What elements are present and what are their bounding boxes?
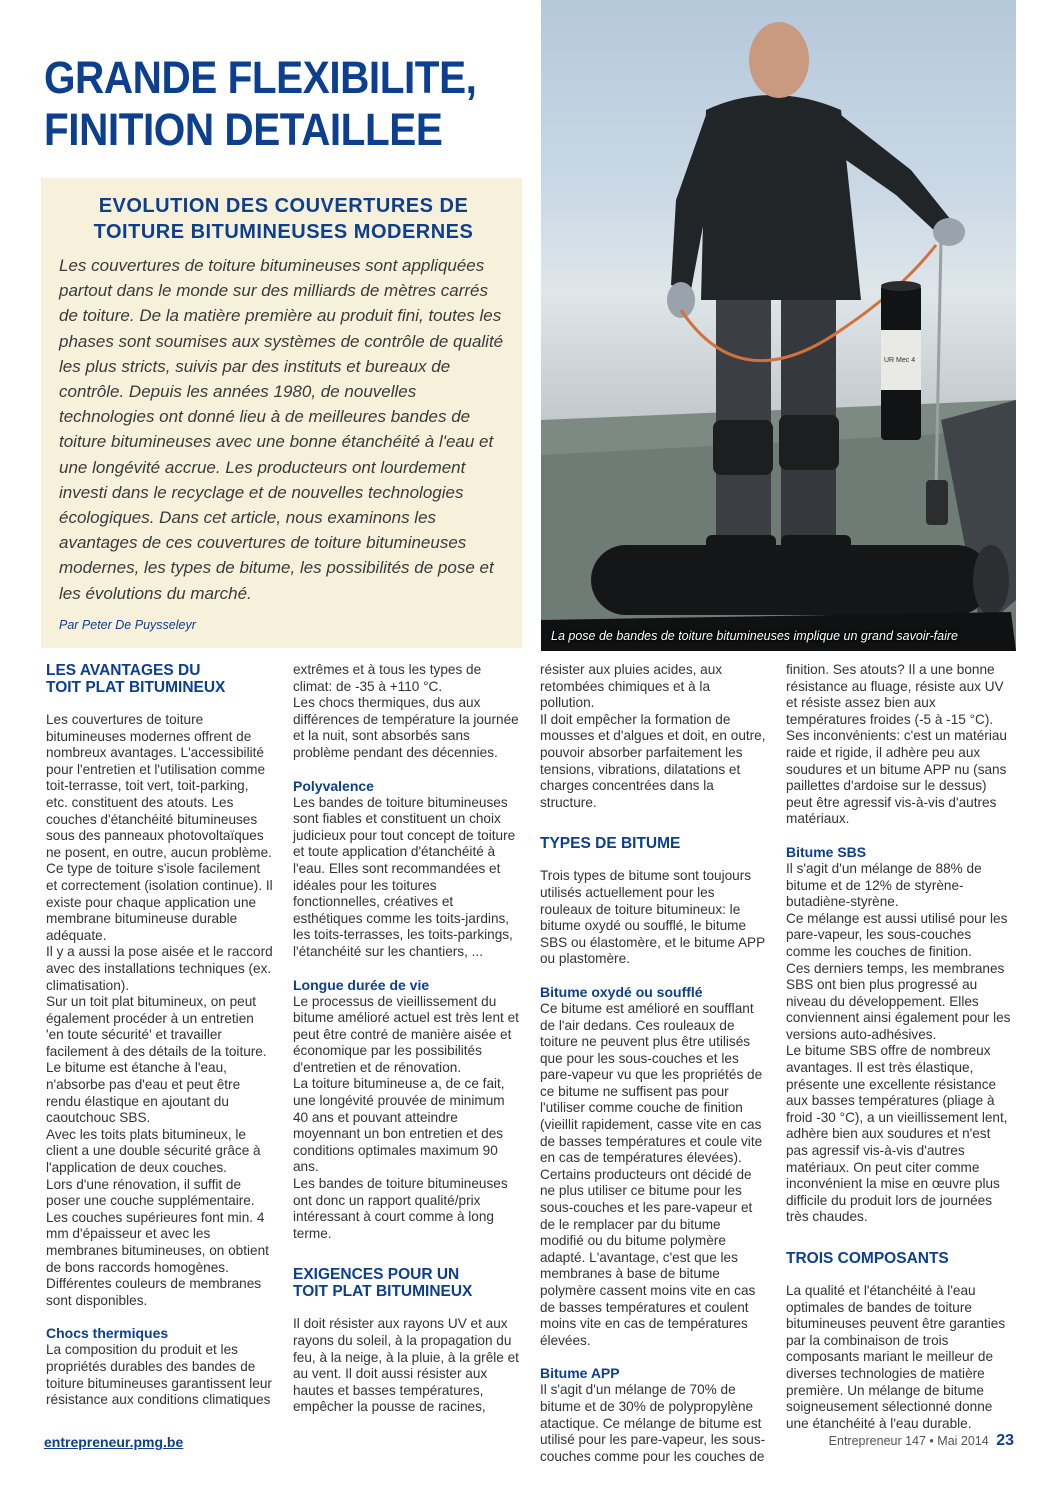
paragraph: Le bitume SBS offre de nombreux avantages. Il est très élastique, présente une excellente résistance aux basses températures (pliage à froid -30 °C), a un vieillissement lent, adhère bien aux soudures et n'est pas agressif vis-à-vis d'autres matériaux. On peut citer comme inconvénient la mise en œuvre plus difficile du produit lors de journées très chaudes. xyxy=(786,1043,1008,1225)
paragraph: Le bitume est étanche à l'eau, n'absorbe pas d'eau et peut être rendu élastique en ajoutant du caoutchouc SBS. xyxy=(46,1060,241,1126)
heading-line: EXIGENCES POUR UN xyxy=(293,1266,460,1284)
paragraph: Il doit résister aux rayons UV et aux rayons du soleil, à la propagation du feu, à la neige, à la pluie, à la grêle et au vent. Il doit aussi résister aux hautes et basses températures, empêcher la pousse de racines, xyxy=(293,1316,519,1415)
subheading-bitume-sbs: Bitume SBS xyxy=(786,843,867,860)
paragraph: Il doit empêcher la formation de mousses et d'algues et doit, en outre, pouvoir absorber parfaitement les tensions, vibrations, dilatations et charges concentrées dans la structure. xyxy=(540,711,766,810)
page-title xyxy=(44,52,494,156)
issue-info xyxy=(829,1432,1014,1450)
intro-heading-line-1: EVOLUTION DES COUVERTURES DE xyxy=(98,195,469,217)
paragraph: Trois types de bitume sont toujours utilisés actuellement pour les rouleaux de toiture bitumineux: le bitume oxydé ou soufflé, le bitume SBS ou élastomère, et le bitume APP ou plastomère. xyxy=(540,868,765,967)
title-line-1: GRANDE FLEXIBILITE, xyxy=(44,52,477,103)
issue-label: Entrepreneur 147 • Mai 2014 xyxy=(828,1434,989,1448)
paragraph: Les couches supérieures font min. 4 mm d'épaisseur et avec les membranes bitumineuses, on obtient de bons raccords homogènes. Différentes couleurs de membranes sont disponibles. xyxy=(46,1209,269,1308)
byline: Par Peter De Puysseleyr xyxy=(59,617,196,632)
roofer-illustration xyxy=(541,0,1016,651)
article-column-2 xyxy=(293,662,521,1416)
intro-box xyxy=(41,178,522,648)
heading-line: LES AVANTAGES DU xyxy=(46,662,201,679)
page-number: 23 xyxy=(996,1432,1014,1449)
paragraph: Le processus de vieillissement du bitume amélioré actuel est très lent et peut être contré de manière aisée et économique par les possibilités d'entretien et de rénovation. xyxy=(293,993,519,1075)
roll-label: UR Mec 4 xyxy=(884,357,916,364)
heading-line: TYPES DE BITUME xyxy=(540,835,681,853)
paragraph: Les bandes de toiture bitumineuses sont fiables et constituent un choix judicieux pour tout concept de toiture et toute application d'étanchéité à l'eau. Elles sont recommandées et idéales pour les toitures fonctionnelles, créatives et esthétiques comme les toits-jardins, les toits-terrasses, les toits-parkings, l'étanchéité sur les chantiers, ... xyxy=(293,794,516,959)
section-heading-exigences xyxy=(293,1266,521,1300)
intro-text: Les couvertures de toiture bitumineuses sont appliquées partout dans le monde sur des milliards de mètres carrés de toiture. De la matière première au produit fini, toutes les phases sont soumises aux systèmes de contrôle de qualité les plus stricts, suivis par des instituts et bureaux de contrôle. Depuis les années 1980, de nouvelles technologies ont donné lieu à de meilleures bandes de toiture bitumineuses avec une bonne étanchéité à l'eau et une longévité accrue. Les producteurs ont lourdement investi dans le recyclage et de nouvelles technologies écologiques. Dans cet article, nous examinons les avantages de ces couvertures de toiture bitumineuses modernes, les types de bitume, les possibilités de pose et les évolutions du marché. xyxy=(59,256,504,603)
paragraph: La toiture bitumineuse a, de ce fait, une longévité prouvée de minimum 40 ans et pouvant atteindre moyennant un bon entretien et des conditions optimales maximum 90 ans. xyxy=(293,1076,505,1175)
paragraph: Les bandes de toiture bitumineuses ont donc un rapport qualité/prix intéressant à court comme à long terme. xyxy=(293,1176,508,1241)
subheading-longue-duree: Longue durée de vie xyxy=(293,976,430,993)
paragraph: Ce bitume est amélioré en soufflant de l'air dedans. Ces rouleaux de toiture ne peuvent plus être utilisés que pour les sous-couches et les pare-vapeur vu que les propriétés de ce bitume ne suffisent pas pour l'utiliser comme couche de finition (vieillit rapidement, casse vite en cas de basses températures et coule vite en cas de températures élevées). xyxy=(540,1000,763,1166)
section-heading-avantages xyxy=(46,662,274,696)
photo-caption: La pose de bandes de toiture bitumineuses implique un grand savoir-faire xyxy=(551,629,958,643)
subheading-bitume-oxyde: Bitume oxydé ou soufflé xyxy=(540,983,703,1000)
paragraph: Ces derniers temps, les membranes SBS ont bien plus progressé au niveau du développement. Elles conviennent ainsi également pour les versions auto-adhésives. xyxy=(786,960,1011,1042)
subheading-bitume-app: Bitume APP xyxy=(540,1365,620,1382)
article-column-4 xyxy=(786,662,1014,1432)
roofer-photo xyxy=(541,0,1016,651)
intro-heading-line-2: TOITURE BITUMINEUSES MODERNES xyxy=(93,221,474,243)
paragraph: finition. Ses atouts? Il a une bonne résistance au fluage, résiste aux UV et résiste assez bien aux températures froides (-5 à -15 °C). Ses inconvénients: c'est un matériau raide et rigide, il adhère peu aux soudures et un bitume APP nu (sans paillettes d'ardoise sur le dessus) peut être agressif vis-à-vis d'autres matériaux. xyxy=(786,662,1007,827)
paragraph: Il s'agit d'un mélange de 88% de bitume et de 12% de styrène-butadiène-styrène. xyxy=(786,860,982,910)
paragraph: La qualité et l'étanchéité à l'eau optimales de bandes de toiture bitumineuses peuvent être garanties par la combinaison de trois composants mariant le meilleur de diverses technologies de matière première. Un mélange de bitume soigneusement sélectionné donne une étanchéité à l'eau durable. xyxy=(786,1283,1006,1431)
paragraph: Lors d'une rénovation, il suffit de poser une couche supplémentaire. xyxy=(46,1176,255,1209)
section-heading-trois-composants xyxy=(786,1250,1014,1267)
paragraph: Il s'agit d'un mélange de 70% de bitume et de 30% de polypropylène atactique. Ce mélange de bitume est utilisé pour les pare-vapeur, les sous-couches comme pour les couches de xyxy=(540,1382,766,1464)
subheading-polyvalence: Polyvalence xyxy=(293,777,374,794)
section-heading-types-bitume xyxy=(540,835,768,852)
article-column-1 xyxy=(46,662,274,1409)
paragraph: Il y a aussi la pose aisée et le raccord avec des installations techniques (ex. climatisation). xyxy=(46,944,273,993)
title-line-2: FINITION DETAILLEE xyxy=(44,104,443,155)
website-link[interactable]: entrepreneur.pmg.be xyxy=(44,1434,184,1450)
heading-line: TOIT PLAT BITUMINEUX xyxy=(293,1283,473,1301)
paragraph: Sur un toit plat bitumineux, on peut également procéder à un entretien 'en toute sécurité' et travailler facilement à des détails de la toiture. xyxy=(46,994,267,1059)
article-column-3 xyxy=(540,662,768,1465)
heading-line: TOIT PLAT BITUMINEUX xyxy=(46,679,226,696)
heading-line: TROIS COMPOSANTS xyxy=(786,1250,949,1267)
paragraph: extrêmes et à tous les types de climat: de -35 à +110 °C. xyxy=(293,662,482,694)
subheading-chocs-thermiques: Chocs thermiques xyxy=(46,1325,169,1342)
paragraph: Certains producteurs ont décidé de ne plus utiliser ce bitume pour les sous-couches et les pare-vapeur et de le remplacer par du bitume modifié ou du bitume polymère adapté. L'avantage, c'est que les membranes à base de bitume polymère cassent moins vite en cas de basses températures et coulent moins vite en cas de températures élevées. xyxy=(540,1166,756,1348)
paragraph: Ce mélange est aussi utilisé pour les pare-vapeur, les sous-couches comme les couches de finition. xyxy=(786,910,1008,959)
paragraph: Les chocs thermiques, dus aux différences de température la journée et la nuit, sont absorbés sans problème pendant des décennies. xyxy=(293,695,519,760)
paragraph: Avec les toits plats bitumineux, le client a une double sécurité grâce à l'application de deux couches. xyxy=(46,1126,261,1176)
intro-heading xyxy=(59,193,508,245)
paragraph: résister aux pluies acides, aux retombées chimiques et à la pollution. xyxy=(540,662,723,711)
paragraph: La composition du produit et les propriétés durables des bandes de toiture bitumineuses garantissent leur résistance aux conditions climatiques xyxy=(46,1342,272,1408)
paragraph: Les couvertures de toiture bitumineuses modernes offrent de nombreux avantages. L'accessibilité pour l'entretien et l'utilisation comme toit-terrasse, toit vert, toit-parking, etc. constituent des atouts. Les couches d'étanchéité bitumineuses sous des panneaux photovoltaïques ne posent, en outre, aucun problème. Ce type de toiture s'isole facilement et correctement (isolation continue). Il existe pour chaque application une membrane bitumineuse durable adéquate. xyxy=(46,712,273,943)
